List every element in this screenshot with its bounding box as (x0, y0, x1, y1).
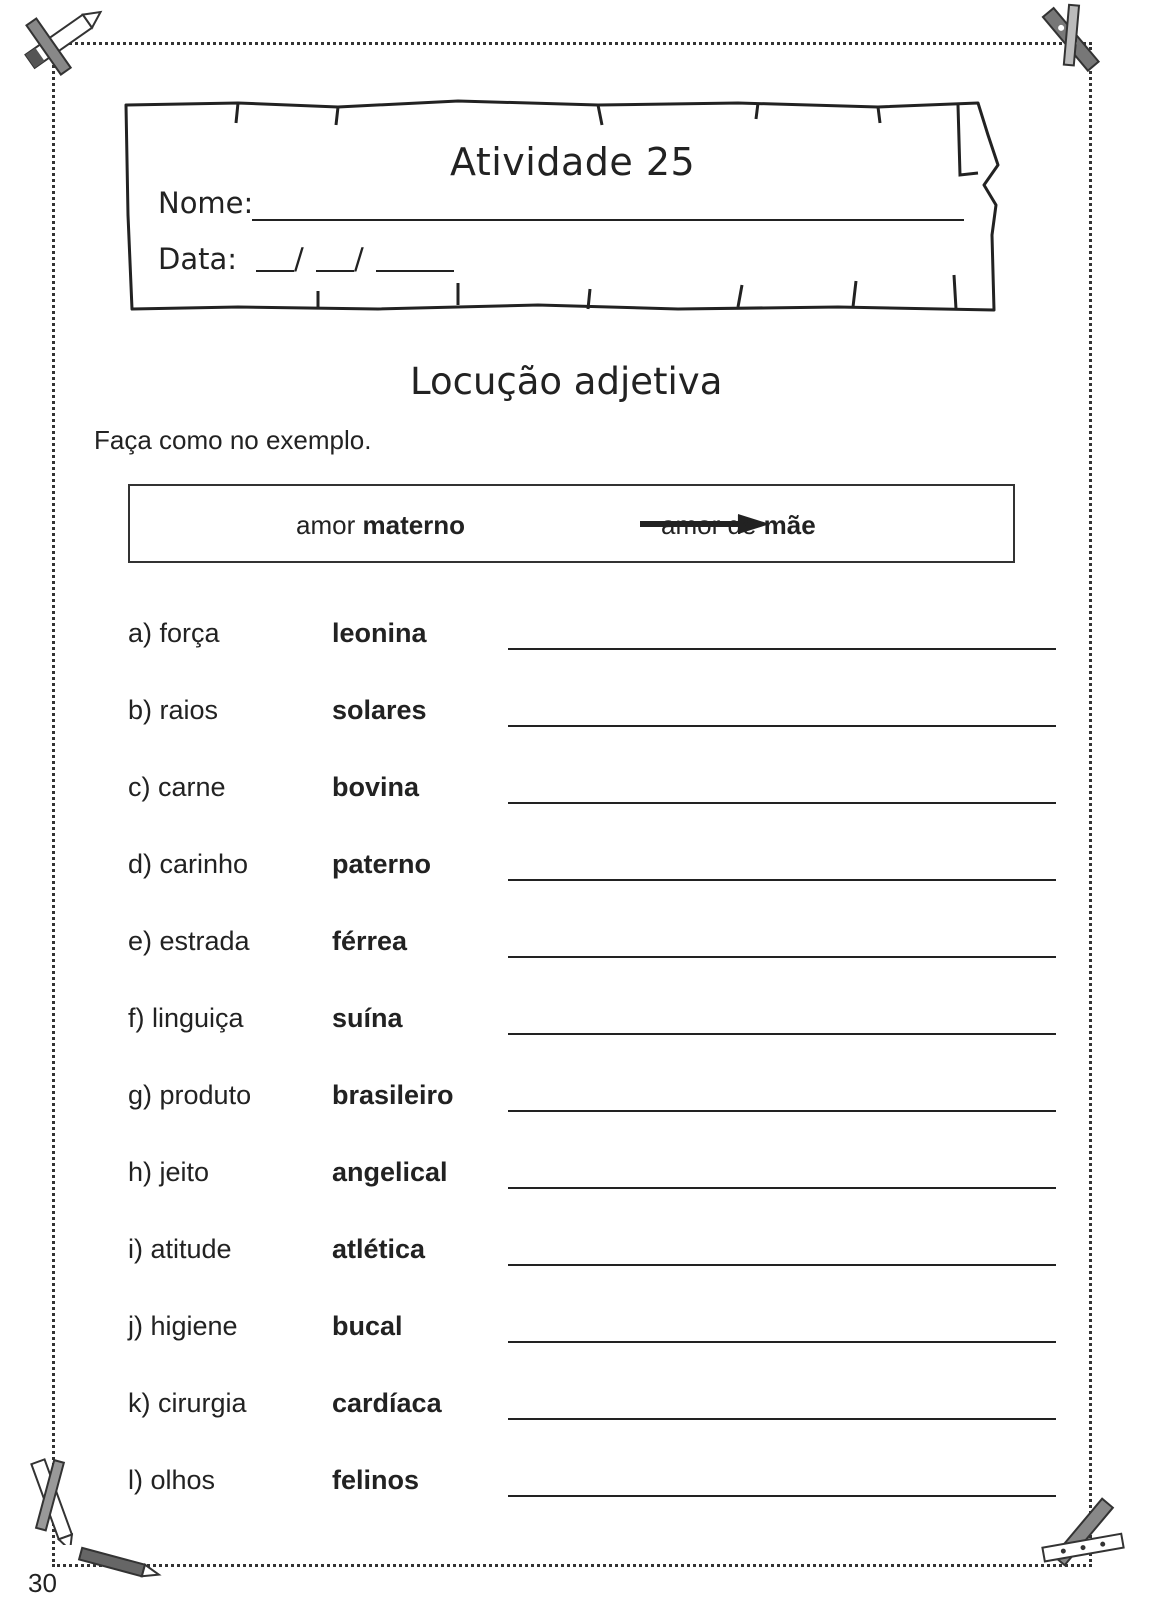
pencil-decoration-top-left (14, 0, 114, 80)
exercise-noun: l) olhos (128, 1465, 216, 1495)
example-box (128, 484, 1015, 563)
exercise-noun: j) higiene (128, 1311, 238, 1341)
example-left-plain: amor (296, 510, 356, 540)
exercise-adjective: felinos (332, 1465, 420, 1495)
exercise-noun: a) força (128, 618, 220, 648)
exercise-adjective: atlética (332, 1234, 426, 1264)
exercise-row (128, 1157, 1056, 1197)
page-number: 30 (28, 1568, 57, 1598)
answer-line[interactable] (508, 1033, 1056, 1035)
exercise-adjective: solares (332, 695, 427, 725)
exercise-adjective: angelical (332, 1157, 448, 1187)
date-separator: / (354, 242, 364, 276)
example-left (296, 510, 465, 541)
exercise-adjective: cardíaca (332, 1388, 442, 1418)
example-right-bold: mãe (763, 510, 816, 540)
exercise-row (128, 1234, 1056, 1274)
date-label: Data: (158, 242, 238, 276)
exercise-noun: h) jeito (128, 1157, 210, 1187)
exercise-adjective: brasileiro (332, 1080, 454, 1110)
exercise-row (128, 1311, 1056, 1351)
answer-line[interactable] (508, 956, 1056, 958)
activity-title: Atividade 25 (450, 140, 696, 184)
exercise-adjective: leonina (332, 618, 427, 648)
section-subtitle: Locução adjetiva (410, 360, 723, 403)
answer-line[interactable] (508, 648, 1056, 650)
exercise-noun: b) raios (128, 695, 219, 725)
exercise-row (128, 849, 1056, 889)
exercise-row (128, 772, 1056, 812)
answer-line[interactable] (508, 1341, 1056, 1343)
date-year-field[interactable] (376, 270, 454, 272)
pencil-decoration-bottom-center (74, 1540, 164, 1590)
name-field[interactable] (252, 219, 964, 221)
answer-line[interactable] (508, 1495, 1056, 1497)
answer-line[interactable] (508, 1110, 1056, 1112)
answer-line[interactable] (508, 802, 1056, 804)
exercise-noun: d) carinho (128, 849, 249, 879)
exercise-adjective: bucal (332, 1311, 403, 1341)
name-label: Nome: (158, 186, 254, 220)
exercise-row (128, 926, 1056, 966)
instruction-text: Faça como no exemplo. (94, 425, 372, 455)
exercise-noun: i) atitude (128, 1234, 232, 1264)
exercise-noun: g) produto (128, 1080, 252, 1110)
date-day-field[interactable] (256, 270, 294, 272)
exercise-noun: f) linguiça (128, 1003, 244, 1033)
answer-line[interactable] (508, 1418, 1056, 1420)
date-separator: / (294, 242, 304, 276)
exercise-row (128, 695, 1056, 735)
exercise-adjective: bovina (332, 772, 420, 802)
example-right-plain: amor de (661, 510, 757, 540)
answer-line[interactable] (508, 725, 1056, 727)
example-left-bold: materno (362, 510, 466, 540)
exercise-adjective: férrea (332, 926, 408, 956)
exercise-noun: k) cirurgia (128, 1388, 247, 1418)
answer-line[interactable] (508, 1187, 1056, 1189)
pencil-decoration-bottom-left (14, 1445, 84, 1545)
date-month-field[interactable] (316, 270, 354, 272)
exercise-row (128, 1465, 1056, 1505)
exercise-row (128, 1003, 1056, 1043)
exercise-adjective: paterno (332, 849, 432, 879)
exercise-row (128, 1388, 1056, 1428)
answer-line[interactable] (508, 1264, 1056, 1266)
example-right (661, 510, 816, 541)
exercise-row (128, 1080, 1056, 1120)
pencil-decoration-top-right (1030, 0, 1110, 80)
answer-line[interactable] (508, 879, 1056, 881)
exercise-noun: c) carne (128, 772, 226, 802)
exercise-noun: e) estrada (128, 926, 250, 956)
exercise-adjective: suína (332, 1003, 403, 1033)
exercise-row (128, 618, 1056, 658)
